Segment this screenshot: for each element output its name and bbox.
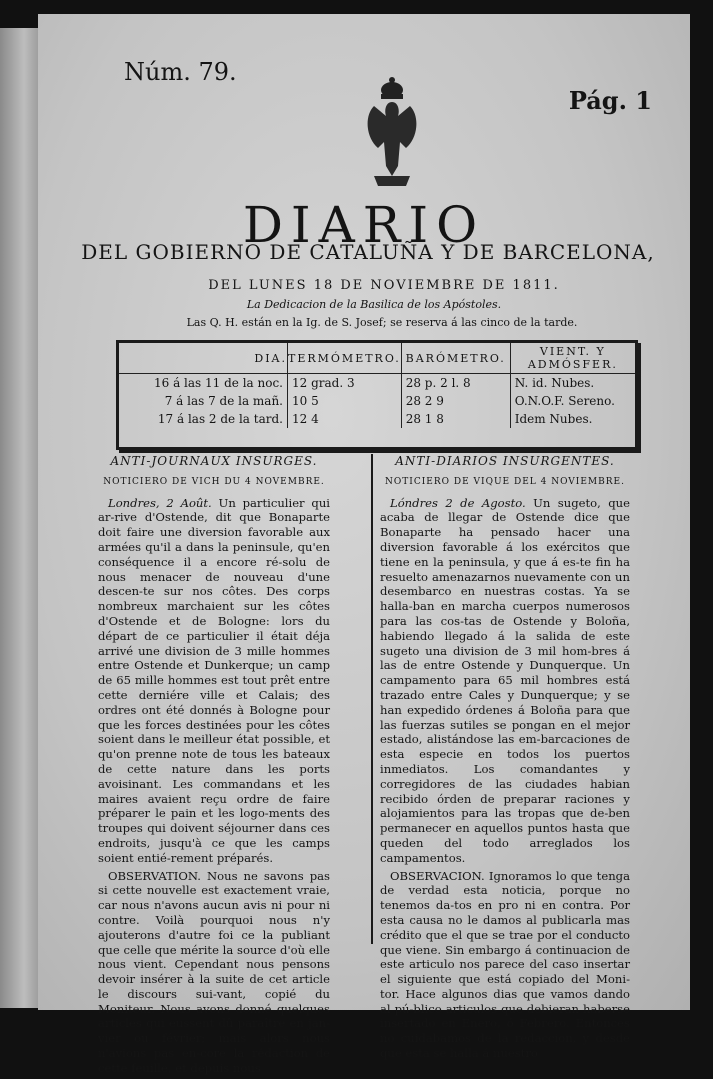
weather-viento: Idem Nubes. <box>514 412 593 426</box>
table-row <box>119 410 635 428</box>
dateline: Lóndres 2 de Agosto. <box>390 495 526 510</box>
table-row <box>119 392 635 410</box>
column-heading: ANTI-JOURNAUX INSURGES. <box>110 454 318 468</box>
article-text: Un sugeto, que acaba de llegar de Ostende dice que Bonaparte ha pensado hacer una diversion favorable á los exércitos que tiene en la peninsula, y que á es-te fin ha resuelto amenazarnos nuevamente con un desembarco en nuestras costas. Ya se halla-ban en marcha cuerpos numerosos para las cos-tas de Ostende y Boloña, habiendo llegado á la salida de este sugeto una division de 3 mil hom-bres á las de entre Ostende y Dunquerque. Un campamento para 65 mil hombres está trazado entre Cales y Dunquerque; y se han expedido órdenes á Boloña para que las fuerzas sutiles se pongan en el mejor estado, alistándose las em-barcaciones de esta especie en todos los puertos inmediatos. Los comandantes y corregidores de las ciudades habian recibido órden de preparar raciones y alojamientos para las tropas que de-ben permanecer en aquellos puntos hasta que queden del todo arreglados los campamentos. <box>380 495 631 865</box>
weather-viento: N. id. Nubes. <box>514 376 595 390</box>
dedication-line: La Dedicacion de la Basilica de los Apóstoles. <box>246 298 502 311</box>
facing-page-edge <box>0 28 40 1008</box>
french-column <box>98 454 330 1079</box>
weather-termometro: 12 4 <box>288 410 402 428</box>
spanish-column <box>380 454 630 1064</box>
weather-header-viento: VIENT. Y ADMÓSFER. <box>510 343 635 374</box>
crowned-eagle-icon <box>356 76 428 196</box>
issue-number: Núm. 79. <box>124 58 237 86</box>
table-row <box>119 374 635 393</box>
column-subheading: NOTICIERO DE VIQUE DEL 4 NOVIEMBRE. <box>385 476 625 487</box>
column-divider <box>371 454 373 944</box>
weather-header-termometro: TERMÓMETRO. <box>288 343 402 374</box>
qh-notice: Las Q. H. están en la Ig. de S. Josef; se reserva á las cinco de la tarde. <box>186 316 578 329</box>
weather-barometro: 28 p. 2 l. 8 <box>401 374 510 393</box>
observation-paragraph: OBSERVATION. Nous ne savons pas si cette nouvelle est exactement vraie, car nous n'avons aucun avis ni pour ni contre. Voilà pourquoi nous n'y ajouterons d'autre foi ce la publiant que celle que mérite la source d'où elle nous vient. Cependant nous pensons devoir insérer à la suite de cet article le discours sui-vant, copié du Moniteur. Nous avons donné quelques articles qui eussent dû paraître en jan-vier ou février; mais alors nous n'avions pas en-core la rédaction de cette feuille, et depuis nous <box>98 868 330 1075</box>
column-subheading: NOTICIERO DE VICH DU 4 NOVEMBRE. <box>103 476 325 487</box>
weather-header-barometro: BARÓMETRO. <box>401 343 510 374</box>
weather-dia: 17 á las 2 de la tard. <box>119 410 288 428</box>
newspaper-subtitle: DEL GOBIERNO DE CATALUÑA Y DE BARCELONA, <box>81 240 655 264</box>
dateline: Londres, 2 Août. <box>108 495 212 510</box>
weather-dia: 7 á las 7 de la mañ. <box>119 392 288 410</box>
weather-viento: O.N.O.F. Sereno. <box>514 394 615 408</box>
weather-termometro: 10 5 <box>288 392 402 410</box>
issue-date: DEL LUNES 18 DE NOVIEMBRE DE 1811. <box>208 278 560 293</box>
newspaper-title: DIARIO <box>242 196 486 254</box>
article-paragraph <box>380 496 630 866</box>
weather-table <box>116 340 638 450</box>
page-number: Pág. 1 <box>568 86 652 115</box>
weather-termometro: 12 grad. 3 <box>288 374 402 393</box>
column-heading: ANTI-DIARIOS INSURGENTES. <box>395 454 615 468</box>
weather-barometro: 28 1 8 <box>401 410 510 428</box>
weather-barometro: 28 2 9 <box>401 392 510 410</box>
article-text: Un particulier qui ar-rive d'Ostende, dit que Bonaparte doit faire une diversion favorable aux armées qu'il a dans la peninsule, qu'en conséquence il a encore ré-solu de nous menacer de nouveau d'une descen-te sur nos côtes. Des corps nombreux marchaient sur les côtes d'Ostende et de Bologne: lors du départ de ce particulier il était déja arrivé une division de 3 mille hommes entre Ostende et Dunkerque; un camp de 65 mille hommes est tout prêt entre cette derniére ville et Calais; des ordres ont été donnés à Bologne pour que les forces destinées pour les côtes soient dans le meilleur état possible, et qu'on prenne note de tous les bateaux de cette nature dans les ports avoisinant. Les commandans et les maires avaient reçu ordre de faire préparer le pain et les logo-ments des troupes qui doivent séjourner dans ces endroits, jusqu'à ce que les camps soient entié-rement préparés. <box>98 495 330 865</box>
weather-dia: 16 á las 11 de la noc. <box>119 374 288 393</box>
newspaper-page <box>38 14 690 1075</box>
observation-paragraph: OBSERVACION. Ignoramos lo que tenga de verdad esta noticia, porque no tenemos da-tos en pro ni en contra. Por esta causa no le damos al publicarla mas crédito que el que se trae por el conducto que viene. Sin embargo á continuacion de este articulo nos parece del caso insertar el siguiente que está copiado del Moni-tor. Hace algunos dias que vamos dando al pú-blico articulos que debieran haberse insertado en Enero, ó Febrero. Entonces no cuidabamos de la redaccion, y desde que esta se halla á nuestro <box>380 868 630 1061</box>
article-paragraph <box>98 496 330 866</box>
weather-header-dia: DIA. <box>119 343 288 374</box>
